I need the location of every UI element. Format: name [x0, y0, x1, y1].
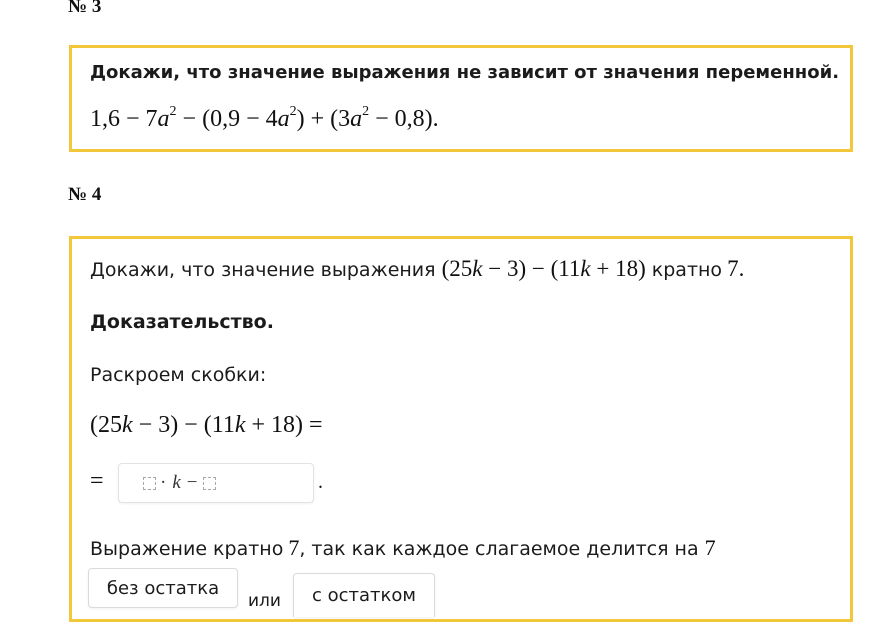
variable-k: k	[172, 472, 181, 493]
task-3-card	[69, 45, 853, 152]
task-4-prompt-expression: (25k − 3) − (11k + 18)	[441, 256, 646, 281]
task-3-instruction: Докажи, что значение выражения не зависит от значения переменной.	[90, 62, 840, 83]
answer-input[interactable]	[118, 463, 314, 503]
task-4-prompt-number: 7.	[727, 256, 745, 281]
task-4-prompt-text: Докажи, что значение выражения	[90, 259, 436, 281]
task-4-card	[69, 236, 853, 622]
task-4-number: № 4	[68, 184, 102, 205]
conclusion: Выражение кратно 7 , так как каждое слагаемое делится на 7	[90, 535, 716, 560]
coefficient-slot[interactable]	[143, 477, 156, 490]
task-3-expression: $1,6 - 7a^2 - (0,9 - 4a^2) + (3a^2 - 0,8)$.	[90, 104, 439, 132]
task-3-number: № 3	[68, 0, 102, 17]
constant-slot[interactable]	[203, 477, 216, 490]
expand-label: Раскроем скобки:	[90, 364, 267, 386]
task-4-prompt-suffix: кратно	[651, 259, 723, 281]
minus-sign: −	[186, 472, 198, 493]
proof-label: Доказательство.	[90, 311, 274, 333]
option-with-remainder-button[interactable]: с остатком	[293, 573, 435, 617]
step-2-period: .	[318, 471, 323, 493]
step-1-expression: (25k − 3) − (11k + 18) =	[90, 412, 323, 438]
step-2-equals: =	[90, 468, 104, 494]
option-without-remainder-button[interactable]: без остатка	[88, 568, 238, 608]
task-4-prompt	[90, 256, 744, 282]
multiply-dot: ·	[160, 472, 167, 493]
or-label: или	[248, 591, 281, 611]
